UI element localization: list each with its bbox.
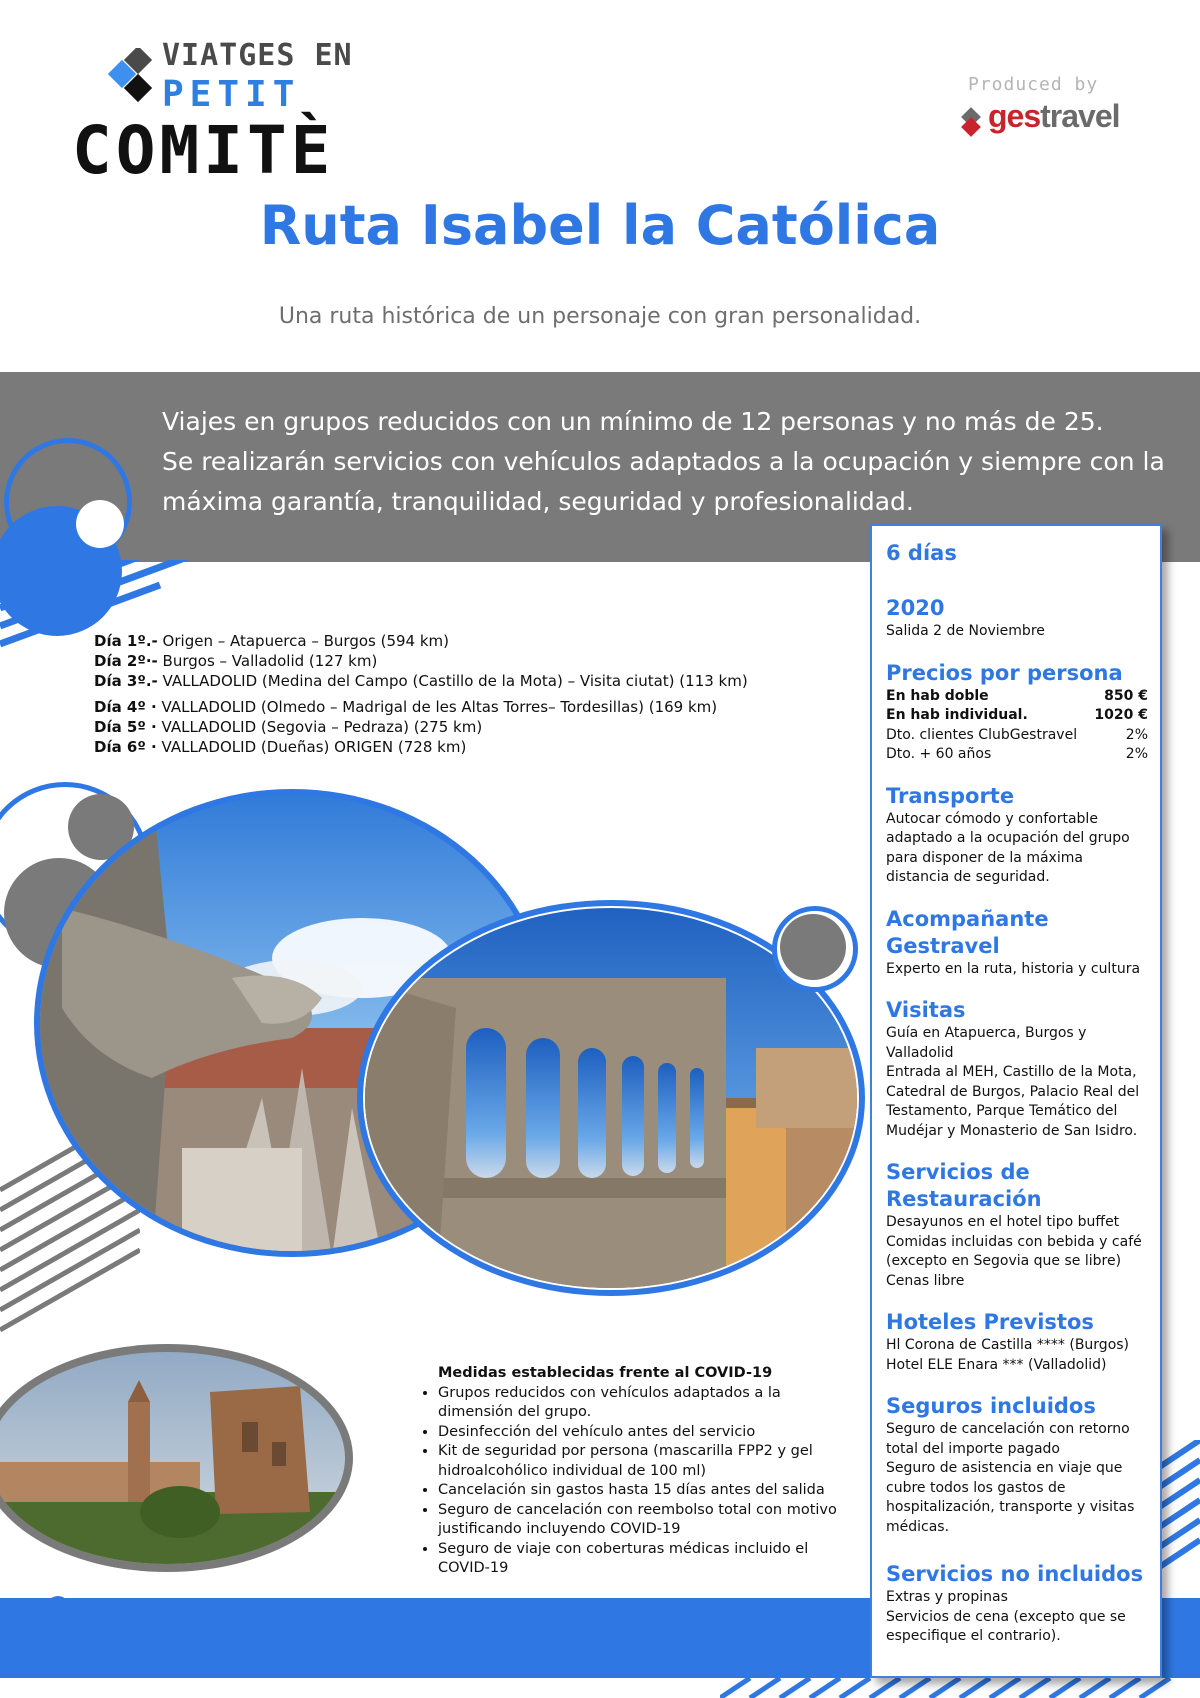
not-included-text: Servicios de cena (excepto que se especifique el contrario). (886, 1608, 1126, 1644)
covid-list-item: • Desinfección del vehículo antes del servicio (438, 1423, 854, 1443)
meals-text: Comidas incluidas con bebida y café (excepto en Segovia que se libre) (886, 1233, 1142, 1269)
meals-text: Desayunos en el hotel tipo buffet (886, 1214, 1120, 1230)
itinerary-day (94, 672, 748, 692)
itinerary-day-text: VALLADOLID (Medina del Campo (Castillo de la Mota) – Visita ciutat) (113 km) (162, 672, 748, 690)
covid-list-item: • Seguro de viaje con coberturas médicas incluido el COVID-19 (438, 1540, 854, 1579)
itinerary-day-text: VALLADOLID (Olmedo – Madrigal de les Altas Torres– Tordesillas) (169 km) (161, 698, 718, 716)
band-text-line2: Se realizarán servicios con vehículos adaptados a la ocupación y siempre con la máxima garantía, tranquilidad, seguridad y profesionalidad. (162, 447, 1165, 516)
meals-heading: Servicios de Restauración (886, 1160, 1042, 1211)
gestravel-logo-part1: ges (988, 98, 1041, 134)
insurance-heading: Seguros incluidos (886, 1394, 1096, 1418)
price-label: Dto. + 60 años (886, 746, 992, 762)
trip-info-box (870, 524, 1162, 1678)
page-title: Ruta Isabel la Católica (259, 194, 941, 257)
band-text-line1: Viajes en grupos reducidos con un mínimo de 12 personas y no más de 25. (162, 407, 1104, 436)
visits-text: Guía en Atapuerca, Burgos y Valladolid (886, 1025, 1087, 1061)
decorative-circle (780, 914, 846, 980)
price-label: En hab individual. (886, 707, 1028, 723)
itinerary-day (94, 652, 748, 672)
logo-text-line3: COMITÈ (72, 112, 335, 189)
itinerary-day-label: Día 6º · (94, 738, 157, 756)
meals-text: Cenas libre (886, 1272, 965, 1289)
decorative-stripes (720, 1678, 1200, 1698)
covid-list (404, 1384, 854, 1579)
prices-heading: Precios por persona (886, 660, 1123, 685)
duration-heading: 6 días (886, 541, 957, 565)
covid-measures (404, 1364, 854, 1579)
transport-text: Autocar cómodo y confortable adaptado a la ocupación del grupo para disponer de la máxima distancia de seguridad. (886, 810, 1130, 885)
itinerary-day-label: Día 4º · (94, 698, 157, 716)
gestravel-logo-part2: travel (1040, 98, 1120, 134)
insurance-text: Seguro de asistencia en viaje que cubre todos los gastos de hospitalización, transporte y visitas médicas. (886, 1460, 1135, 1535)
price-value: 1020 € (1094, 707, 1148, 723)
itinerary-day (94, 632, 748, 652)
not-included-text: Extras y propinas (886, 1589, 1008, 1605)
itinerary (94, 632, 748, 758)
price-row (886, 745, 1148, 765)
covid-list-item: • Seguro de cancelación con reembolso total con motivo justificando incluyendo COVID-19 (438, 1501, 854, 1540)
logo-text-line2: PETIT (162, 74, 301, 115)
produced-by-label: Produced by (968, 74, 1099, 95)
price-value: 2% (1125, 746, 1148, 762)
hotels-text: Hotel ELE Enara *** (Valladolid) (886, 1356, 1107, 1373)
itinerary-day-label: Día 2º·- (94, 652, 158, 670)
decorative-dot (76, 500, 124, 548)
itinerary-day-text: Burgos – Valladolid (127 km) (162, 652, 378, 670)
hotels-text: Hl Corona de Castilla **** (Burgos) (886, 1337, 1130, 1353)
itinerary-day-text: Origen – Atapuerca – Burgos (594 km) (162, 632, 450, 650)
itinerary-day-label: Día 5º · (94, 718, 157, 736)
castle-ruins-photo (0, 1342, 354, 1574)
guide-heading: Acompañante Gestravel (886, 906, 1049, 958)
visits-text: Entrada al MEH, Castillo de la Mota, Catedral de Burgos, Palacio Real del Testamento, Parque Temático del Mudéjar y Monasterio de San Isidro. (886, 1064, 1140, 1139)
covid-list-item: • Kit de seguridad por persona (mascarilla FPP2 y gel hidroalcohólico individual de 100 ml) (438, 1442, 854, 1481)
year-heading: 2020 (886, 596, 945, 620)
price-value: 2% (1125, 726, 1148, 743)
visits-heading: Visitas (886, 998, 966, 1022)
itinerary-day-label: Día 1º.- (94, 632, 158, 650)
price-label: En hab doble (886, 687, 989, 704)
itinerary-day-text: VALLADOLID (Segovia – Pedraza) (275 km) (161, 718, 483, 736)
gestravel-logo (988, 98, 1120, 135)
price-value: 850 € (1104, 687, 1148, 704)
itinerary-day (94, 698, 748, 718)
insurance-text: Seguro de cancelación con retorno total del importe pagado (886, 1421, 1130, 1457)
guide-text: Experto en la ruta, historia y cultura (886, 960, 1141, 977)
page-subtitle: Una ruta histórica de un personaje con gran personalidad. (278, 304, 922, 329)
covid-list-item: • Cancelación sin gastos hasta 15 días antes del salida (438, 1481, 854, 1501)
covid-heading: Medidas establecidas frente al COVID-19 (438, 1365, 773, 1381)
price-row (886, 706, 1148, 726)
logo-diamonds-icon (100, 48, 160, 108)
logo-text-line1: VIATGES EN (162, 38, 353, 73)
covid-list-item: • Grupos reducidos con vehículos adaptados a la dimensión del grupo. (438, 1384, 854, 1423)
departure-date: Salida 2 de Noviembre (886, 623, 1045, 639)
price-row (886, 726, 1148, 746)
itinerary-day-label: Día 3º.- (94, 672, 158, 690)
itinerary-day (94, 718, 748, 738)
hotels-heading: Hoteles Previstos (886, 1310, 1094, 1334)
itinerary-day-text: VALLADOLID (Dueñas) ORIGEN (728 km) (161, 738, 467, 756)
itinerary-day (94, 738, 748, 758)
not-included-heading: Servicios no incluidos (886, 1562, 1144, 1586)
price-row (886, 687, 1148, 707)
transport-heading: Transporte (886, 783, 1015, 808)
band-text (162, 402, 1172, 522)
price-label: Dto. clientes ClubGestravel (886, 726, 1078, 743)
